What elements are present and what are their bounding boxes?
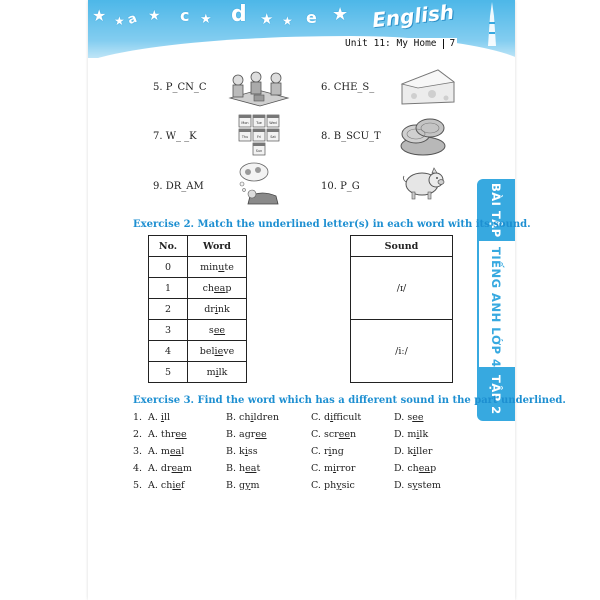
word-cell	[188, 299, 247, 320]
answer-option	[311, 412, 361, 423]
star-icon: ★	[148, 8, 161, 24]
option-letter: C.	[311, 480, 321, 491]
side-tab	[477, 179, 515, 421]
calendar-day: Mon	[241, 121, 249, 125]
word-part: ch	[239, 412, 251, 423]
word-item: 5. P_CN_C	[153, 82, 207, 93]
column-header-sound: Sound	[351, 236, 453, 257]
word-part: lk	[218, 366, 228, 378]
underlined-letters: u	[218, 261, 225, 273]
option-letter: D.	[394, 463, 405, 474]
underlined-letters: ee	[213, 324, 226, 336]
word-part: s	[407, 480, 413, 491]
word-cell	[188, 278, 247, 299]
option-letter: A.	[148, 429, 158, 440]
calendar-day: Thu	[241, 135, 249, 139]
answer-option	[226, 446, 258, 457]
side-tab-line2: TIẾNG ANH LỚP 4	[489, 247, 503, 368]
option-letter: B.	[226, 429, 237, 440]
option-letter: A.	[148, 412, 158, 423]
dream-picture	[232, 160, 284, 208]
table-row	[149, 257, 247, 278]
word-part: t	[256, 463, 261, 474]
word-part: bel	[199, 345, 215, 357]
answer-option	[394, 429, 428, 440]
word-part: s	[208, 324, 214, 336]
answer-option	[311, 429, 356, 440]
option-letter: B.	[226, 446, 237, 457]
word-part: agr	[239, 429, 256, 440]
answer-option	[394, 412, 423, 423]
answer-option	[148, 463, 192, 474]
option-letter: C.	[311, 429, 321, 440]
word-part: l	[181, 446, 185, 457]
answer-option	[394, 480, 441, 491]
answer-option	[311, 463, 355, 474]
word-part: p	[225, 282, 232, 294]
option-letter: B.	[226, 480, 237, 491]
underlined-letters: ea	[418, 463, 431, 474]
word-part: ph	[323, 480, 337, 491]
divider	[443, 39, 444, 49]
picnic-picture	[224, 68, 292, 108]
word-item: 6. CHE_S_	[321, 82, 375, 93]
banner-letter: d	[231, 2, 247, 27]
option-letter: D.	[394, 412, 405, 423]
underlined-letters: i	[413, 446, 417, 457]
underlined-letters: ee	[175, 429, 187, 440]
underlined-letters: i	[215, 366, 219, 378]
word-part: p	[430, 463, 437, 474]
option-letter: B.	[226, 463, 237, 474]
row-number: 1	[149, 278, 188, 299]
banner-letter: a	[125, 10, 140, 29]
word-part: m	[407, 429, 417, 440]
side-tab-line1: BÀI TẬP	[489, 183, 503, 238]
answer-option	[394, 463, 436, 474]
row-number: 0	[149, 257, 188, 278]
answer-option	[226, 463, 260, 474]
answer-option	[311, 480, 355, 491]
word-part: thr	[160, 429, 176, 440]
word-cell	[188, 320, 247, 341]
sound-cell: /iː/	[351, 320, 453, 383]
question-number: 3.	[133, 446, 143, 457]
underlined-letters: ie	[172, 480, 182, 491]
word-part: ch	[407, 463, 419, 474]
word-part: m	[250, 480, 260, 491]
word-item: 8. B_SCU_T	[321, 131, 381, 142]
answer-option	[311, 446, 344, 457]
option-letter: A.	[148, 480, 158, 491]
answer-option	[226, 480, 260, 491]
word-part: dr	[160, 463, 172, 474]
star-icon: ★	[260, 10, 274, 28]
word-part: fficult	[333, 412, 362, 423]
word-part: m	[323, 463, 333, 474]
underlined-letters: ee	[338, 429, 350, 440]
word-part: ller	[416, 446, 433, 457]
answer-option	[226, 412, 279, 423]
underlined-letters: i	[244, 446, 248, 457]
table-row	[149, 341, 247, 362]
answer-option	[394, 446, 432, 457]
sound-cell: /ɪ/	[351, 257, 453, 320]
calendar-day: Sun	[255, 149, 263, 153]
table-row	[149, 362, 247, 383]
word-item: 10. P_G	[321, 181, 360, 192]
row-number: 5	[149, 362, 188, 383]
word-part: k	[407, 446, 414, 457]
table-row	[149, 320, 247, 341]
calendar-day: Sat	[270, 135, 276, 139]
underlined-letters: y	[412, 480, 418, 491]
question-number: 2.	[133, 429, 143, 440]
calendar-day: Fri	[256, 135, 262, 139]
unit-header	[343, 38, 457, 49]
option-letter: A.	[148, 446, 158, 457]
answer-option	[148, 446, 184, 457]
word-part: m	[206, 366, 216, 378]
star-icon: ★	[332, 4, 349, 25]
word-cell	[188, 341, 247, 362]
underlined-letters: ea	[214, 282, 226, 294]
answer-option	[148, 480, 185, 491]
underlined-letters: i	[214, 303, 218, 315]
underlined-letters: i	[328, 446, 332, 457]
tower-icon	[486, 2, 498, 46]
star-icon: ★	[200, 12, 212, 27]
word-part: s	[407, 412, 413, 423]
option-letter: B.	[226, 412, 237, 423]
underlined-letters: y	[245, 480, 251, 491]
word-table	[148, 235, 247, 383]
word-item: 9. DR_AM	[153, 181, 204, 192]
option-letter: C.	[311, 412, 321, 423]
word-part: ldren	[253, 412, 279, 423]
word-part: min	[200, 261, 219, 273]
word-part: n	[349, 429, 357, 440]
word-part: sic	[341, 480, 355, 491]
word-part: h	[239, 463, 246, 474]
exercise2-title: Exercise 2. Match the underlined letter(s) in each word with its sound.	[133, 219, 531, 230]
word-part: f	[181, 480, 185, 491]
word-part: m	[182, 463, 192, 474]
word-part: ch	[160, 480, 173, 491]
word-part: ve	[223, 345, 235, 357]
answer-option	[148, 412, 170, 423]
unit-title: Unit 11: My Home	[345, 38, 437, 49]
underlined-letters: i	[416, 429, 420, 440]
option-letter: C.	[311, 446, 321, 457]
word-part: dr	[204, 303, 215, 315]
question-number: 4.	[133, 463, 143, 474]
pig-picture	[400, 164, 446, 202]
star-icon: ★	[282, 14, 293, 28]
underlined-letters: i	[330, 412, 334, 423]
word-item: 7. W_ _K	[153, 131, 197, 142]
question-number: 1.	[133, 412, 143, 423]
word-cell	[188, 257, 247, 278]
word-part: rror	[336, 463, 356, 474]
header-banner	[88, 0, 515, 58]
calendar-day: Tue	[256, 121, 262, 125]
row-number: 4	[149, 341, 188, 362]
page-number: 7	[449, 38, 456, 49]
word-part: d	[323, 412, 331, 423]
question-number: 5.	[133, 480, 143, 491]
side-tab-line3: TẬP 2	[489, 375, 503, 415]
underlined-letters: i	[333, 463, 337, 474]
row-number: 2	[149, 299, 188, 320]
word-part: stem	[417, 480, 441, 491]
underlined-letters: i	[250, 412, 254, 423]
option-letter: D.	[394, 429, 405, 440]
underlined-letters: i	[160, 412, 164, 423]
option-letter: D.	[394, 446, 405, 457]
brand-logo: English	[370, 0, 456, 33]
word-part: g	[239, 480, 246, 491]
underlined-letters: ea	[169, 446, 182, 457]
word-part: ng	[331, 446, 344, 457]
word-part: ss	[247, 446, 258, 457]
cheese-picture	[398, 66, 458, 108]
underlined-letters: ea	[171, 463, 183, 474]
answer-option	[148, 429, 187, 440]
table-row	[149, 278, 247, 299]
option-letter: D.	[394, 480, 405, 491]
row-number: 3	[149, 320, 188, 341]
banner-letter: c	[180, 6, 190, 25]
calendar-day: Wed	[269, 121, 277, 125]
week-calendar-picture	[238, 114, 282, 158]
option-letter: A.	[148, 463, 158, 474]
word-part: k	[239, 446, 245, 457]
word-part: ll	[163, 412, 171, 423]
column-header-word: Word	[188, 236, 247, 257]
word-part: lk	[419, 429, 429, 440]
underlined-letters: ee	[255, 429, 267, 440]
column-header-no: No.	[149, 236, 188, 257]
word-part: nk	[217, 303, 230, 315]
banner-letter: e	[306, 8, 317, 27]
table-header-row	[149, 236, 247, 257]
biscuit-picture	[398, 114, 448, 158]
word-part: ch	[202, 282, 215, 294]
exercise3-title: Exercise 3. Find the word which has a different sound in the part underlined.	[133, 395, 566, 406]
star-icon: ★	[92, 6, 107, 25]
underlined-letters: ee	[412, 412, 424, 423]
word-part: m	[160, 446, 170, 457]
sound-table	[350, 235, 453, 383]
word-part: te	[224, 261, 234, 273]
option-letter: C.	[311, 463, 321, 474]
underlined-letters: y	[336, 480, 342, 491]
word-part: r	[323, 446, 329, 457]
word-part: scr	[323, 429, 339, 440]
table-row	[149, 299, 247, 320]
word-cell	[188, 362, 247, 383]
answer-option	[226, 429, 267, 440]
underlined-letters: ie	[214, 345, 224, 357]
underlined-letters: ea	[245, 463, 257, 474]
star-icon: ★	[114, 14, 125, 28]
